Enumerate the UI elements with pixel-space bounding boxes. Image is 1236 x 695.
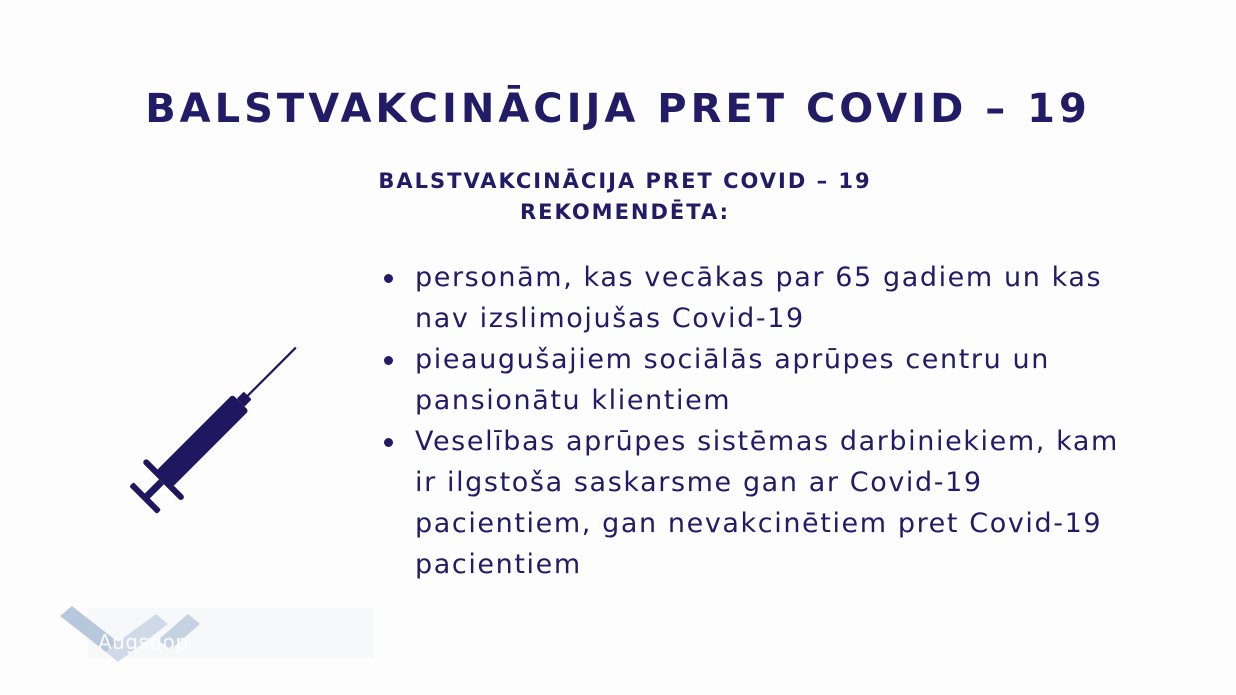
- list-item-text: Veselības aprūpes sistēmas darbiniekiem, kam ir ilgstoša saskarsme gan ar Covid-19 pacientiem, gan nevakcinētiem pret Covid-19 pacientiem: [415, 426, 1119, 580]
- page-title: BALSTVAKCINĀCIJA PRET COVID – 19: [145, 86, 1091, 132]
- list-item: [382, 257, 1122, 339]
- subtitle: [300, 166, 950, 228]
- list-item: [382, 339, 1122, 421]
- list-item-text: pieaugušajiem sociālās aprūpes centru un pansionātu klientiem: [415, 344, 1050, 416]
- syringe-icon: [120, 335, 305, 530]
- subtitle-line-2: REKOMENDĒTA:: [519, 200, 731, 224]
- bullet-icon: [384, 438, 393, 447]
- bullet-icon: [384, 356, 393, 365]
- recommendation-list: [382, 257, 1122, 585]
- subtitle-line-1: BALSTVAKCINĀCIJA PRET COVID – 19: [378, 169, 872, 193]
- bullet-icon: [384, 274, 393, 283]
- logo-text: Augsdop: [98, 630, 189, 654]
- list-item-text: personām, kas vecākas par 65 gadiem un kas nav izslimojušas Covid-19: [415, 262, 1103, 334]
- list-item: [382, 421, 1122, 585]
